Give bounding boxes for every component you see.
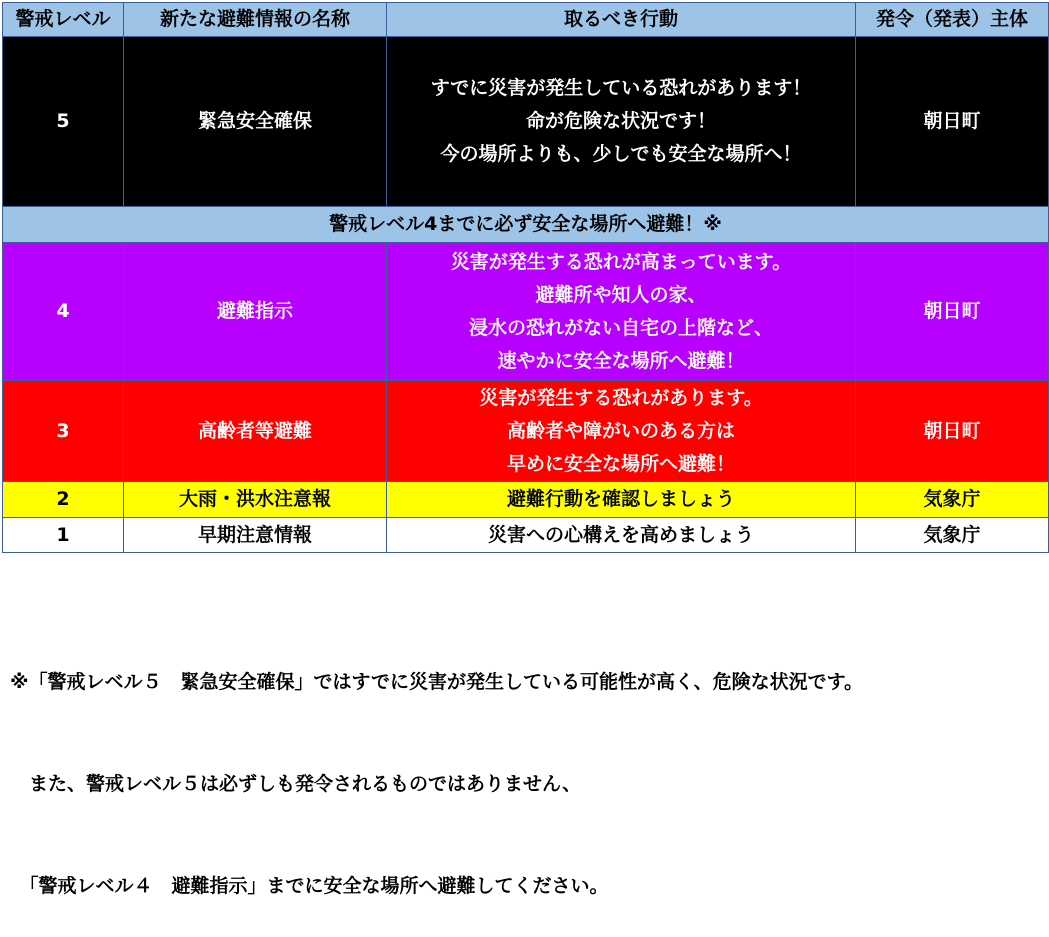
action-line: 災害が発生する恐れがあります。 [479,386,763,409]
level-5-row [3,37,1049,207]
header-issuer: 発令（発表）主体 [856,3,1049,37]
table-header-row [3,3,1049,37]
issuer: 朝日町 [856,381,1049,482]
issuer: 朝日町 [856,37,1049,207]
evacuation-info-name: 高齢者等避難 [124,381,387,482]
evacuation-info-name: 緊急安全確保 [124,37,387,207]
header-name: 新たな避難情報の名称 [124,3,387,37]
action-line: すでに災害が発生している恐れがあります！ [430,77,812,99]
action-line: 浸水の恐れがない自宅の上階など、 [468,316,773,339]
header-level: 警戒レベル [3,3,124,37]
action-line: 早めに安全な場所へ避難！ [506,452,735,475]
action-line: 高齢者や障がいのある方は [506,419,735,442]
action-text [387,243,856,381]
issuer: 気象庁 [856,518,1049,553]
action-line: 災害が発生する恐れが高まっています。 [450,250,792,273]
level-4-row [3,243,1049,381]
issuer: 気象庁 [856,482,1049,518]
action-line: 命が危険な状況です！ [525,110,716,132]
level-number: 1 [3,518,124,553]
footnote-line: 「警戒レベル４ 避難指示」までに安全な場所へ避難してください。 [10,875,609,897]
evacuate-by-level-4-banner: 警戒レベル4までに必ず安全な場所へ避難！※ [3,207,1049,243]
action-text: 避難行動を確認しましょう [387,482,856,518]
action-line: 速やかに安全な場所へ避難！ [497,349,745,372]
level-number: 4 [3,243,124,381]
header-action: 取るべき行動 [387,3,856,37]
level-number: 3 [3,381,124,482]
level-1-row [3,518,1049,553]
action-text [387,381,856,482]
footnote-line: ※「警戒レベル５ 緊急安全確保」ではすでに災害が発生している可能性が高く、危険な状況です。 [10,671,864,693]
level-number: 5 [3,37,124,207]
alert-level-table [2,2,1049,553]
level-2-row [3,482,1049,518]
evacuation-info-name: 早期注意情報 [124,518,387,553]
evacuation-info-name: 大雨・洪水注意報 [124,482,387,518]
level-number: 2 [3,482,124,518]
issuer: 朝日町 [856,243,1049,381]
footnote [10,597,863,937]
level-4-banner-row [3,207,1049,243]
action-line: 今の場所よりも、少しでも安全な場所へ！ [440,143,802,165]
level-3-row [3,381,1049,482]
evacuation-info-name: 避難指示 [124,243,387,381]
action-text: 災害への心構えを高めましょう [387,518,856,553]
action-line: 避難所や知人の家、 [535,283,707,306]
footnote-line: また、警戒レベル５は必ずしも発令されるものではありません、 [10,773,582,795]
action-text [387,37,856,207]
